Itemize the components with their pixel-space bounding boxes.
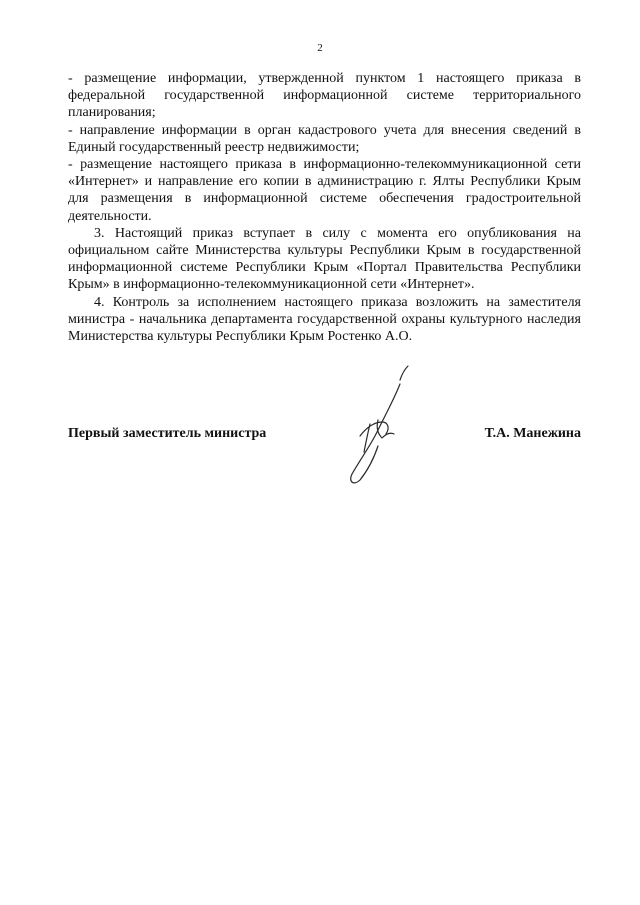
paragraph-3: 3. Настоящий приказ вступает в силу с момента его опубликования на официальном сайте Министерства культуры Республики Крым в государственной информационной системе Республики Крым «Портал Правительства Республики Крым» в информационно-телекоммуникационной сети «Интернет». bbox=[68, 225, 581, 293]
signature-block bbox=[68, 426, 581, 450]
list-item-cadastral: - направление информации в орган кадастрового учета для внесения сведений в Единый государственный реестр недвижимости; bbox=[68, 122, 581, 155]
document-body bbox=[68, 70, 581, 345]
list-item-federal-system: - размещение информации, утвержденной пунктом 1 настоящего приказа в федеральной государственной информационной системе территориального планирования; bbox=[68, 71, 581, 121]
paragraph-4: 4. Контроль за исполнением настоящего приказа возложить на заместителя министра - начальника департамента государственной охраны культурного наследия Министерства культуры Республики Крым Ростенко А.О. bbox=[68, 294, 581, 345]
signatory-name: Т.А. Манежина bbox=[484, 426, 581, 441]
list-item-internet: - размещение настоящего приказа в информационно-телекоммуникационной сети «Интернет» и направление его копии в администрацию г. Ялты Республики Крым для размещения в информационной системе обеспечения градостроительной деятельности. bbox=[68, 157, 581, 224]
page-number: 2 bbox=[317, 42, 323, 54]
signatory-title: Первый заместитель министра bbox=[68, 426, 267, 441]
